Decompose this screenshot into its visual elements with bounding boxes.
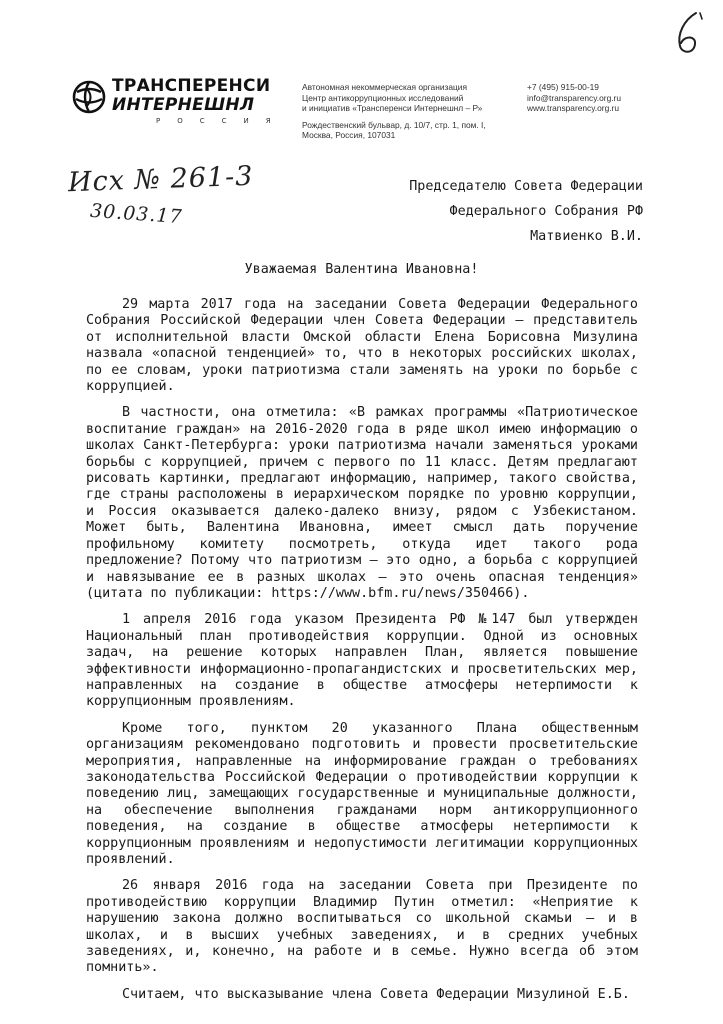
addressee-line-2: Федерального Собрания РФ <box>449 204 643 219</box>
contact-website: www.transparency.org.ru <box>527 103 620 113</box>
handwritten-date: 30.03.17 <box>89 199 184 229</box>
paragraph: Кроме того, пунктом 20 указанного Плана общественным организациям рекомендовано подготовить и провести просветительские мероприятия, направленные на информирование граждан о требованиях законодательства Российской Федерации о противодействии коррупции к поведению лиц, замещающих государственные и муниципальные должности, на обеспечение выполнения гражданами норм антикоррупционного поведения, на создание в обществе атмосферы нетерпимости к коррупционным проявлениям и недопустимости легитимации коррупционных проявлений. <box>86 720 638 867</box>
addressee-line-1: Председателю Совета Федерации <box>409 179 643 194</box>
logo-line-russia: РОССИЯ <box>156 117 288 125</box>
addressee-block <box>409 174 643 249</box>
paragraph: 1 апреля 2016 года указом Президента РФ №147 был утвержден Национальный план противодействия коррупции. Одной из основных задач, на решение которых направлен План, является повышение эффективности информационно-пропагандистских и просветительских мер, направленных на создание в обществе атмосферы нетерпимости к коррупционным проявлениям. <box>86 612 638 710</box>
paragraph: В частности, она отметила: «В рамках программы «Патриотическое воспитание граждан» на 2016-2020 года в ряде школ имею информацию о школах Санкт-Петербурга: уроки патриотизма начали заменяться уроками борьбы с коррупцией, причем с первого по 11 класс. Детям предлагают рисовать картинки, предлагают информацию, например, такого свойства, где страны расположены в иерархическом порядке по уровню коррупции, и Россия оказывается далеко-далеко внизу, рядом с Узбекистаном. Может быть, Валентина Ивановна, имеет смысл дать поручение профильному комитету посмотреть, откуда идет такого рода предложение? Потому что патриотизм — это одно, а борьба с коррупцией и навязывание ее в разных школах — это очень опасная тенденция» (цитата по публикации: https://www.bfm.ru/news/350466). <box>86 405 638 601</box>
org-line-2: Центр антикоррупционных исследований <box>302 92 464 103</box>
logo-line-transparency: ТРАНСПЕРЕНСИ <box>112 76 271 96</box>
logo-line-international: ИНТЕРНЕШНЛ <box>112 95 255 115</box>
contact-phone: +7 (495) 915-00-19 <box>527 82 599 92</box>
paragraph: Считаем, что высказывание члена Совета Федерации Мизулиной Е.Б. <box>122 986 630 1002</box>
globe-icon <box>72 80 106 114</box>
handwritten-reference-number: Исх № 261-3 <box>67 160 254 199</box>
salutation: Уважаемая Валентина Ивановна! <box>244 262 479 277</box>
org-address-2: Москва, Россия, 107031 <box>302 130 396 140</box>
paragraph: 26 января 2016 года на заседании Совета при Президенте по противодействию коррупции Владимир Путин отметил: «Неприятие к нарушению закона должно воспитываться со школьной скамьи — и в школах, и в высших учебных заведениях, и в средних учебных заведениях, и, конечно, на работе и в семье. Нужно всегда об этом помнить». <box>86 878 638 976</box>
paragraph: 29 марта 2017 года на заседании Совета Федерации Федерального Собрания Российской Федерации член Совета Федерации — представитель от исполнительной власти Омской области Елена Борисовна Мизулина назвала «опасной тенденцией» то, что в некоторых российских школах, по ее словам, уроки патриотизма стали заменять на уроки по борьбе с коррупцией. <box>86 297 638 395</box>
organization-logo <box>68 74 288 130</box>
org-line-3: и инициатив «Трансперенси Интернешнл – Р» <box>302 103 483 113</box>
contact-info <box>527 82 621 114</box>
handwritten-page-number <box>672 10 706 58</box>
org-address-1: Рождественский бульвар, д. 10/7, стр. 1, пом. I, <box>302 119 486 130</box>
org-line-1: Автономная некоммерческая организация <box>302 82 468 92</box>
letter-body <box>86 297 638 1003</box>
addressee-line-3: Матвиенко В.И. <box>530 229 643 244</box>
contact-email: info@transparency.org.ru <box>527 92 622 103</box>
organization-info <box>302 82 512 141</box>
